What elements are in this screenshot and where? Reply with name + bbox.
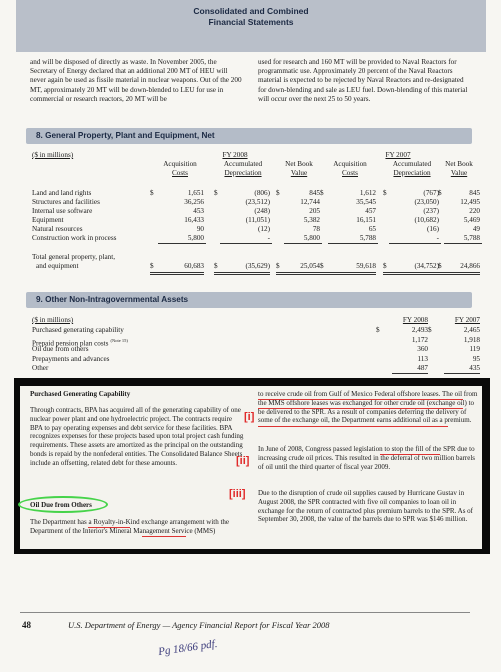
other-asset-2008: 360 [417,345,428,353]
col-acq-07: Acquisition [333,160,367,168]
other-asset-label: Other [32,364,49,372]
section-8-title: 8. General Property, Plant and Equipment, Net [36,131,215,140]
ppe-cell-c08: 78 [312,225,320,233]
other-subtotal-rule [444,373,480,374]
ppe-cell-a07: 1,612 [359,189,376,197]
ppe-cell-b08: (11,051) [245,216,270,224]
ppe-subtotal-rule [220,243,272,244]
ppe-cell-b08: (23,512) [245,198,270,206]
ppe-subtotal-rule [444,243,482,244]
footer-rule [20,612,470,613]
ppe-total-dollar: $ [214,262,218,270]
annotation-marker-ii: [ii] [236,455,250,467]
red-underline-3 [258,426,448,427]
ppe-cell-c07: 845 [469,189,480,197]
other-asset-2008: 1,172 [411,335,428,344]
col-nb-08-b: Value [290,169,308,177]
ppe-row-label: Internal use software [32,207,93,215]
ppe-cell-a07: 65 [368,225,376,233]
ppe-cell-a08: 90 [196,225,204,233]
ppe-total-dollar: $ [438,262,442,270]
ppe-cell-b07: (10,682) [414,216,439,224]
ppe-total-double-rule [276,272,320,275]
ppe-dollar-sign: $ [276,189,280,197]
ppe-cell-b07: (767) [423,189,439,197]
intro-left-paragraph: and will be disposed of directly as waste. In November 2005, the Secretary of Energy declared that an additional 200 MT of HEU will never again be used as fissile material in nuclear weapons. Out of the 200 MT, approximately 20 MT will be down-blended to LEU for use in commercial or research reactors, 20 MT will be [30,58,242,103]
ppe-total-c08: 25,054 [300,262,320,270]
other-asset-dollar: $ [428,326,432,334]
ppe-dollar-sign: $ [383,189,387,197]
fy2007-header-9: FY 2007 [454,316,480,324]
ppe-total-dollar: $ [383,262,387,270]
units-label-9: ($ in millions) [32,316,74,324]
ppe-total-dollar: $ [276,262,280,270]
ppe-cell-a08: 453 [193,207,204,215]
col-acq-07-b: Costs [342,169,358,177]
ppe-dollar-sign: $ [438,189,442,197]
box-left-heading-2: Oil Due from Others [30,501,92,509]
ppe-total-dollar: $ [150,262,154,270]
ppe-subtotal-rule [328,243,378,244]
ppe-cell-b08: (248) [254,207,270,215]
other-asset-dollar: $ [376,326,380,334]
col-nb-07: Net Book [445,160,473,168]
ppe-subtotal-rule [389,243,441,244]
ppe-cell-c07: 5,788 [463,234,480,242]
annotation-marker-i: [i] [244,411,255,423]
ppe-total-label: Total general property, plant, [32,253,116,261]
ppe-row-label: Structures and facilities [32,198,100,206]
other-asset-label: Oil due from others [32,345,89,353]
ppe-total-b07: (34,752) [414,262,439,270]
ppe-total-label-2: and equipment [36,262,79,270]
col-acc-08-b: Depreciation [224,169,262,177]
other-asset-2007: 95 [472,354,480,363]
ppe-cell-b07: (23,050) [414,198,439,206]
ppe-cell-c08: 5,800 [303,234,320,242]
box-right-paragraph-3: Due to the disruption of crude oil supplies caused by Hurricane Gustav in August 2008, the SPR contracted with five oil companies to loan oil in exchange for the return of contracted plus premium barrels to the SPR. As of September 30, 2008, the value of the barrels due to SPR was $146 million. [258,489,473,524]
units-label: ($ in millions) [32,151,74,159]
ppe-cell-a07: 5,788 [359,234,376,242]
ppe-cell-a07: 35,545 [356,198,376,206]
section-9-title: 9. Other Non-Intragovernmental Assets [36,295,189,304]
ppe-subtotal-rule [158,243,206,244]
col-nb-08: Net Book [285,160,313,168]
ppe-dollar-sign: $ [320,189,324,197]
fy2007-header: FY 2007 [385,151,411,159]
ppe-subtotal-rule [284,243,322,244]
ppe-cell-a08: 5,800 [187,234,204,242]
ppe-row-label: Natural resources [32,225,83,233]
box-left-paragraph-1: Through contracts, BPA has acquired all of the generating capability of one nuclear power plant and one hydroelectric project. The contracts require BPA to pay operating expenses and debt service for these facilities. BPA recognizes expenses for these projects based upon total project cash funding requirements. These assets are amortized as the principal on the outstanding bonds is repaid by the nonfederal entities. The Consolidated Balance Sheets include an offsetting, related debt for these amounts. [30,406,244,467]
green-circle-annotation [18,496,108,513]
page-header [16,6,486,28]
ppe-row-label: Equipment [32,216,64,224]
ppe-total-c07: 24,866 [460,262,480,270]
ppe-row-label: Construction work in process [32,234,117,242]
ppe-cell-b07: (16) [427,225,439,233]
ppe-cell-c08: 5,382 [303,216,320,224]
ppe-cell-b08: (806) [254,189,270,197]
header-line2: Financial Statements [208,17,294,27]
ppe-total-double-rule [150,272,204,275]
page-number: 48 [22,620,31,630]
box-left-heading: Purchased Generating Capability [30,390,131,398]
ppe-cell-b08: (12) [258,225,270,233]
other-asset-2008: 487 [417,364,428,372]
other-subtotal-rule [392,373,428,374]
ppe-cell-c07: 49 [472,225,480,233]
other-asset-2007: 119 [469,345,480,353]
ppe-dollar-sign: $ [150,189,154,197]
other-asset-2007: 435 [469,364,480,372]
other-asset-2008: 2,493 [411,326,428,334]
intro-right-paragraph: used for research and 160 MT will be provided to Naval Reactors for programmatic use. Approximately 20 percent of the Naval Reactors material is expected to be rejected by Naval Reactors and re-designated for down-blending and sale as LEU fuel. Down-blending of this material will occur over the next 25 to 50 years. [258,58,468,103]
col-nb-07-b: Value [450,169,468,177]
red-underline-6 [142,536,186,537]
box-right-paragraph-2: In June of 2008, Congress passed legislation to stop the fill of the SPR due to increasing crude oil prices. This resulted in the deferral of two million barrels of oil until the third quarter of fiscal year 2009. [258,445,475,471]
ppe-cell-c08: 205 [309,207,320,215]
annotation-marker-iii: [iii] [229,488,246,500]
note-reference: (Note 15) [110,337,128,343]
red-underline-2 [258,408,463,409]
ppe-cell-b07: - [436,234,439,242]
ppe-cell-a08: 1,651 [187,189,204,197]
red-underline-4 [380,454,440,455]
ppe-total-double-rule [383,272,439,275]
ppe-total-dollar: $ [320,262,324,270]
handwritten-note: Pg 18/66 pdf. [157,637,219,659]
ppe-total-a08: 60,683 [184,262,204,270]
ppe-cell-c08: 12,744 [300,198,320,206]
fy2008-header-9: FY 2008 [402,316,428,324]
ppe-dollar-sign: $ [214,189,218,197]
ppe-cell-a08: 36,256 [184,198,204,206]
other-asset-2007: 2,465 [463,326,480,334]
footer-text: U.S. Department of Energy — Agency Financial Report for Fiscal Year 2008 [68,620,330,630]
ppe-total-double-rule [214,272,270,275]
other-asset-2007: 1,918 [463,335,480,344]
col-acc-07: Accumulated [392,160,432,168]
ppe-cell-c07: 5,469 [463,216,480,224]
ppe-cell-a07: 16,151 [356,216,376,224]
ppe-total-b08: (35,629) [245,262,270,270]
ppe-cell-b07: (237) [423,207,439,215]
box-left-paragraph-2: The Department has a Royalty-in-Kind exchange arrangement with the Department of the Interior's Mineral Management Service (MMS) [30,518,230,535]
ppe-cell-c07: 220 [469,207,480,215]
ppe-total-double-rule [438,272,480,275]
col-acq-08: Acquisition [163,160,197,168]
other-asset-label: Purchased generating capability [32,326,124,334]
ppe-total-a07: 59,618 [356,262,376,270]
ppe-row-label: Land and land rights [32,189,92,197]
ppe-cell-c07: 12,495 [460,198,480,206]
red-underline-5 [88,527,130,528]
other-asset-label: Prepaid pension plan costs $^{(Note 15)}$ [32,337,128,347]
col-acq-08-b: Costs [172,169,188,177]
other-asset-label: Prepayments and advances [32,354,110,363]
col-acc-07-b: Depreciation [393,169,431,177]
red-underline-1 [258,399,463,400]
header-line1: Consolidated and Combined [193,6,309,16]
ppe-cell-b08: - [267,234,270,242]
other-asset-2008: 113 [417,354,428,363]
col-acc-08: Accumulated [223,160,263,168]
fy2008-header: FY 2008 [222,151,248,159]
ppe-cell-a08: 16,433 [184,216,204,224]
box-right-paragraph-1: to receive crude oil from Gulf of Mexico Federal offshore leases. The oil from the MMS offshore leases was exchanged for other crude oil (exchange oil) to be delivered to the SPR. As a result of companies deferring the delivery of some of the exchange oil, the Department earns additional oil as a premium. [258,390,478,425]
ppe-total-double-rule [320,272,376,275]
ppe-cell-c08: 845 [309,189,320,197]
ppe-cell-a07: 457 [365,207,376,215]
